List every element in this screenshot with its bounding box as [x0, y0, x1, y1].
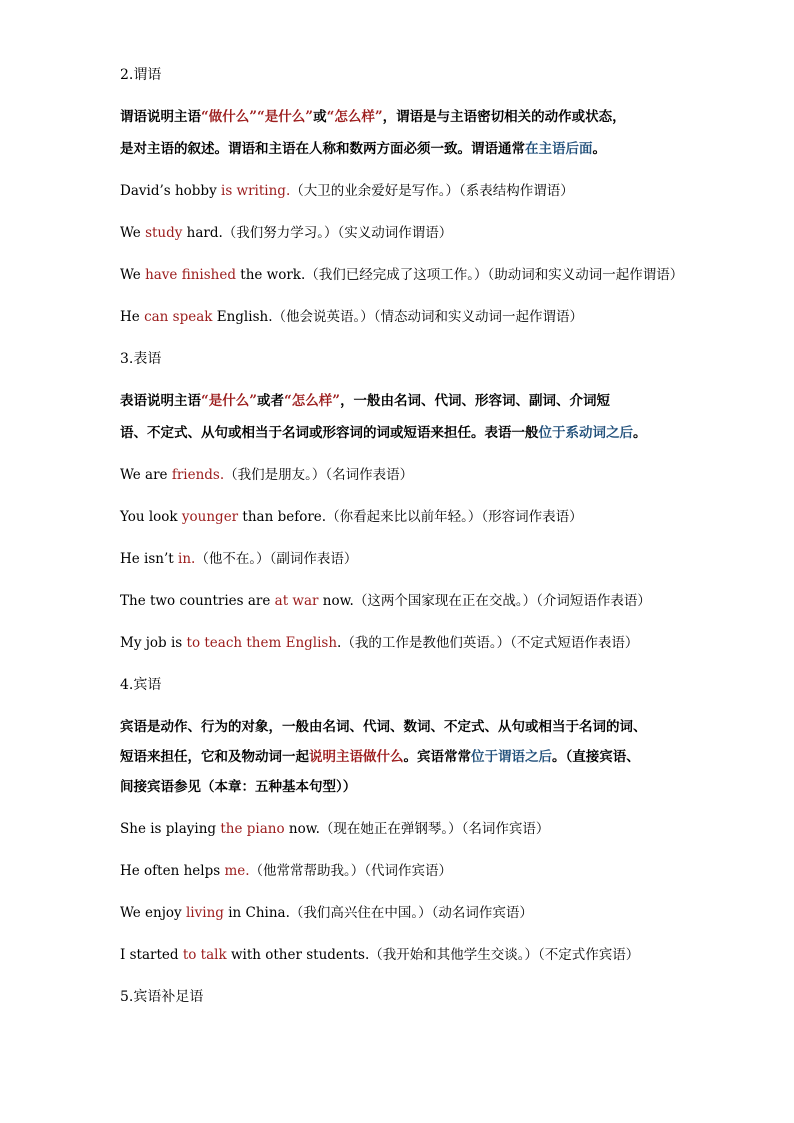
example-sentence — [120, 862, 452, 880]
object-definition-line-2 — [120, 748, 640, 766]
translation-note: （我们是朋友。）（名词作表语） — [224, 467, 414, 483]
highlight-term: the piano — [220, 821, 285, 837]
highlight-term: in. — [178, 551, 196, 567]
text: 。 — [633, 425, 647, 441]
text: ，一般由名词、代词、形容词、副词、介词短 — [340, 393, 611, 409]
translation-note: now.（这两个国家现在正在交战。）（介词短语作表语） — [318, 593, 651, 609]
example-sentence — [120, 266, 683, 284]
text: 。 — [592, 141, 606, 157]
section-heading-predicate: 2.谓语 — [120, 67, 162, 83]
text: The two countries are — [120, 593, 275, 609]
example-sentence — [120, 634, 638, 652]
highlight-term: “怎么样” — [326, 109, 383, 125]
translation-note: than before.（你看起来比以前年轻。）（形容词作表语） — [238, 509, 583, 525]
text: He often helps — [120, 863, 225, 879]
text: David’s hobby — [120, 183, 221, 199]
highlight-term: younger — [181, 509, 239, 525]
example-sentence — [120, 224, 452, 242]
section-heading-object: 4.宾语 — [120, 677, 162, 693]
text: 。（直接宾语、 — [552, 749, 640, 765]
example-sentence — [120, 182, 574, 200]
example-sentence — [120, 508, 583, 526]
text: 语、不定式、从句或相当于名词或形容词的词或短语来担任。表语一般 — [120, 425, 539, 441]
example-sentence — [120, 820, 549, 838]
text: 或 — [313, 109, 327, 125]
text: 谓语说明主语 — [120, 109, 201, 125]
translation-note: in China.（我们高兴住在中国。）（动名词作宾语） — [223, 905, 533, 921]
highlight-position: 位于谓语之后 — [471, 749, 552, 765]
highlight-term: to talk — [182, 947, 227, 963]
section-heading-object-complement: 5.宾语补足语 — [120, 989, 204, 1005]
object-definition-line-3: 间接宾语参见（本章：五种基本句型）） — [120, 779, 357, 795]
translation-note: now.（现在她正在弹钢琴。）（名词作宾语） — [284, 821, 550, 837]
predicate-definition-line-2 — [120, 140, 606, 158]
translation-note: hard.（我们努力学习。）（实义动词作谓语） — [182, 225, 453, 241]
example-sentence — [120, 904, 533, 922]
predicative-definition-line-2 — [120, 424, 647, 442]
text: You look — [120, 509, 182, 525]
text: 短语来担任，它和及物动词一起 — [120, 749, 309, 765]
translation-note: the work.（我们已经完成了这项工作。）（助动词和实义动词一起作谓语） — [235, 267, 684, 283]
text: He isn’t — [120, 551, 179, 567]
highlight-term: friends. — [171, 467, 225, 483]
example-sentence — [120, 466, 413, 484]
translation-note: （他常常帮助我。）（代词作宾语） — [249, 863, 453, 879]
text: 。宾语常常 — [403, 749, 471, 765]
highlight-term: to teach them English — [186, 635, 338, 651]
text: He — [120, 309, 145, 325]
text: I started — [120, 947, 183, 963]
translation-note: .（我的工作是教他们英语。）（不定式短语作表语） — [337, 635, 639, 651]
highlight-term: study — [145, 225, 183, 241]
text: We are — [120, 467, 172, 483]
highlight-term: me. — [224, 863, 250, 879]
highlight-term: “是什么” — [201, 393, 258, 409]
translation-note: with other students.（我开始和其他学生交谈。）（不定式作宾语） — [226, 947, 640, 963]
highlight-term: “做什么” — [201, 109, 258, 125]
example-sentence — [120, 550, 357, 568]
highlight-term: “怎么样” — [284, 393, 341, 409]
highlight-term: “是什么” — [257, 109, 314, 125]
example-sentence — [120, 946, 639, 964]
text: 是对主语的叙述。谓语和主语在人称和数两方面必须一致。谓语通常 — [120, 141, 525, 157]
text: ，谓语是与主语密切相关的动作或状态， — [382, 109, 626, 125]
highlight-position: 在主语后面 — [525, 141, 593, 157]
text: 表语说明主语 — [120, 393, 201, 409]
translation-note: （他不在。）（副词作表语） — [195, 551, 358, 567]
highlight-term: is writing. — [221, 183, 291, 199]
highlight-position: 位于系动词之后 — [538, 425, 633, 441]
section-heading-predicative: 3.表语 — [120, 351, 162, 367]
text: She is playing — [120, 821, 221, 837]
translation-note: English.（他会说英语。）（情态动词和实义动词一起作谓语） — [212, 309, 583, 325]
text: We — [120, 267, 146, 283]
text: We enjoy — [120, 905, 186, 921]
text: My job is — [120, 635, 187, 651]
object-definition-line-1: 宾语是动作、行为的对象，一般由名词、代词、数词、不定式、从句或相当于名词的词、 — [120, 719, 647, 735]
highlight-term: 说明主语做什么 — [309, 749, 404, 765]
highlight-term: living — [185, 905, 224, 921]
highlight-term: at war — [274, 593, 319, 609]
text: We — [120, 225, 146, 241]
highlight-term: can speak — [144, 309, 213, 325]
example-sentence — [120, 308, 583, 326]
predicate-definition-line-1 — [120, 108, 626, 126]
predicative-definition-line-1 — [120, 392, 610, 410]
text: 或者 — [257, 393, 285, 409]
translation-note: （大卫的业余爱好是写作。）（系表结构作谓语） — [290, 183, 574, 199]
highlight-term: have finished — [145, 267, 236, 283]
example-sentence — [120, 592, 651, 610]
